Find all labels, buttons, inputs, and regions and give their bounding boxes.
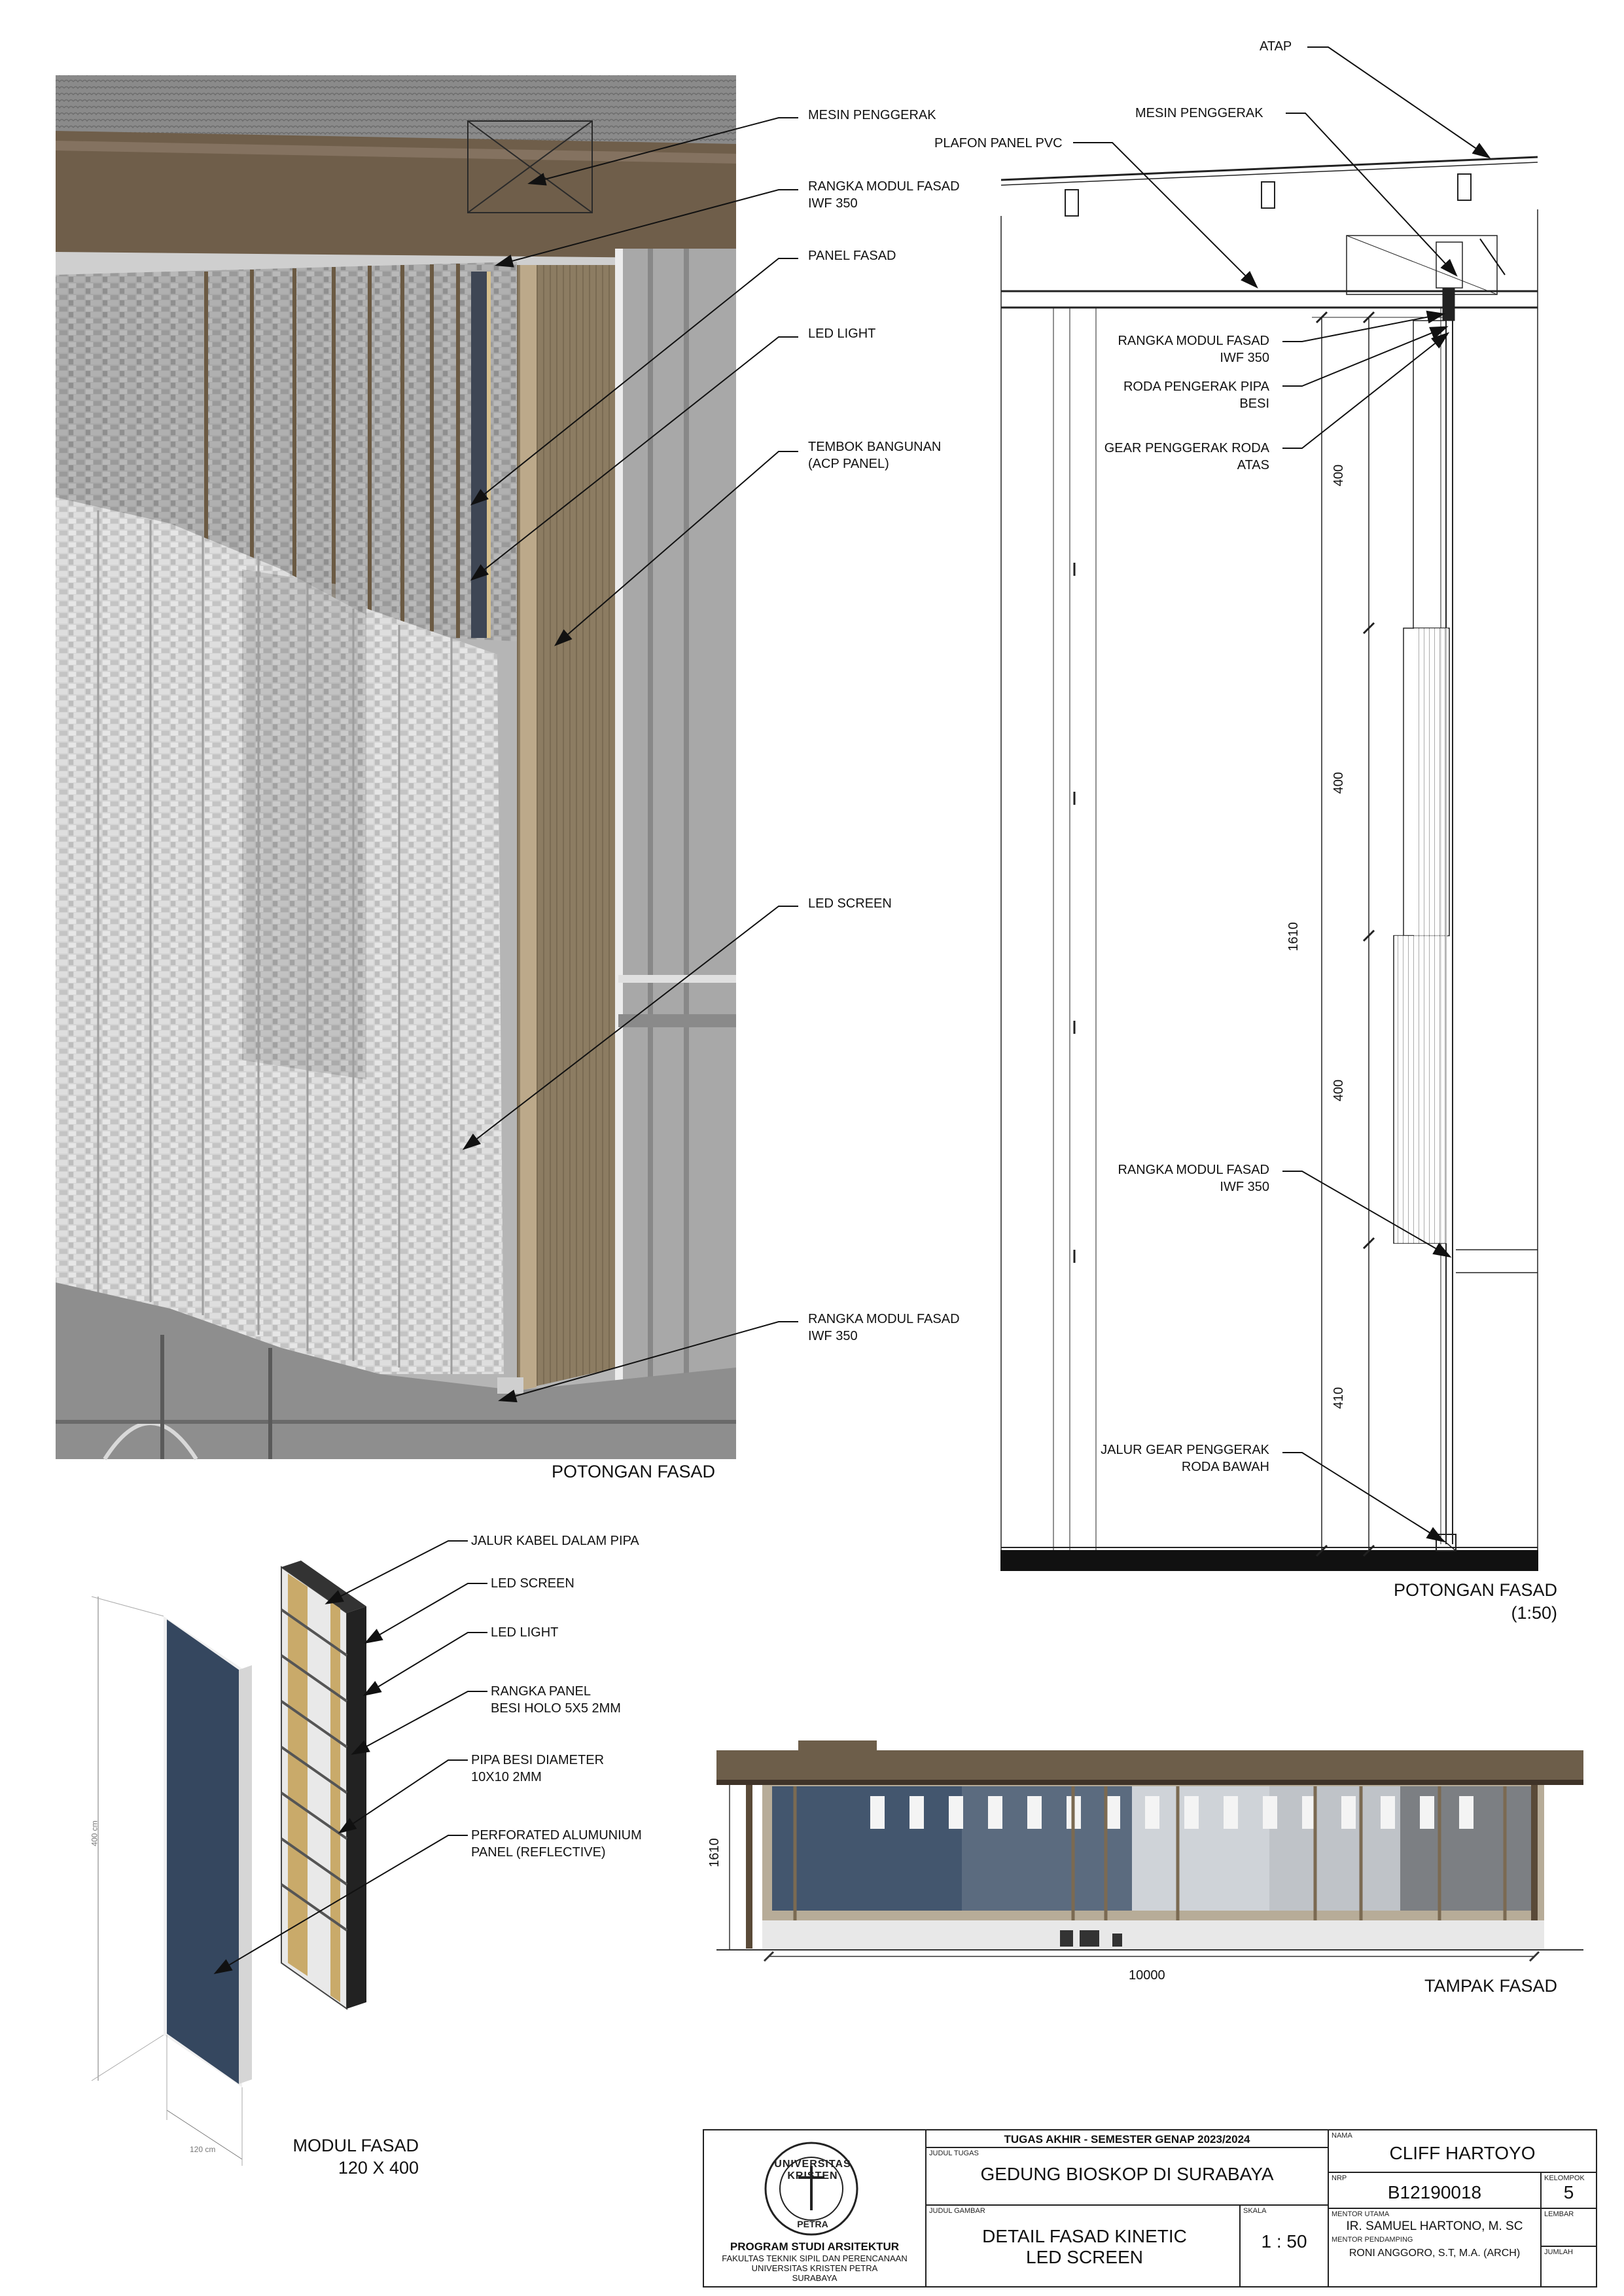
caption-potongan-fasad-2d: POTONGAN FASAD bbox=[1393, 1580, 1557, 1600]
tb-nrp: B12190018 bbox=[1387, 2182, 1482, 2202]
dim-tampak-height: 1610 bbox=[707, 1838, 722, 1867]
dim-module-width: 120 cm bbox=[190, 2145, 216, 2154]
label-jalur-kabel: JALUR KABEL DALAM PIPA bbox=[471, 1534, 639, 1548]
dim-module-height: 400 cm bbox=[90, 1820, 99, 1846]
label-mesin-penggerak-3d: MESIN PENGGERAK bbox=[808, 108, 936, 122]
tb-judul-gambar-label: JUDUL GAMBAR bbox=[929, 2207, 985, 2215]
tb-nama: CLIFF HARTOYO bbox=[1389, 2143, 1536, 2163]
label-perforated-panel: PERFORATED ALUMUNIUM PANEL (REFLECTIVE) bbox=[471, 1828, 642, 1860]
caption-potongan-fasad-3d: POTONGAN FASAD bbox=[552, 1462, 716, 1481]
dim-410: 410 bbox=[1332, 1386, 1347, 1409]
facade-2d-section bbox=[1001, 157, 1538, 1570]
caption-modul-fasad: MODUL FASAD 120 X 400 bbox=[292, 2136, 419, 2178]
tb-faculty: FAKULTAS TEKNIK SIPIL DAN PERENCANAAN UNIVERSITAS KRISTEN PETRA SURABAYA bbox=[722, 2253, 908, 2283]
tb-judul-tugas-label: JUDUL TUGAS bbox=[929, 2149, 979, 2157]
dim-400-c: 400 bbox=[1332, 1079, 1347, 1102]
dim-total-1610: 1610 bbox=[1286, 922, 1301, 951]
tb-skala-label: SKALA bbox=[1243, 2207, 1267, 2215]
caption-scale-note: (1:50) bbox=[1511, 1603, 1557, 1623]
label-rangka-modul-mid-2d: RANGKA MODUL FASAD IWF 350 bbox=[1118, 1163, 1269, 1194]
label-jalur-gear-bawah: JALUR GEAR PENGGERAK RODA BAWAH bbox=[1101, 1443, 1269, 1474]
tb-mentor-utama-label: MENTOR UTAMA bbox=[1332, 2210, 1390, 2218]
dim-400-a: 400 bbox=[1332, 464, 1347, 487]
label-led-screen-modul: LED SCREEN bbox=[491, 1576, 574, 1591]
caption-tampak-fasad: TAMPAK FASAD bbox=[1424, 1976, 1557, 1996]
elevation-drawing bbox=[716, 1740, 1583, 1961]
tb-tugas: TUGAS AKHIR - SEMESTER GENAP 2023/2024 bbox=[1004, 2133, 1250, 2146]
seal-text-bottom: PETRA bbox=[797, 2219, 828, 2229]
tb-institution: PROGRAM STUDI ARSITEKTUR bbox=[730, 2240, 900, 2253]
tb-mentor-pendamping-label: MENTOR PENDAMPING bbox=[1332, 2236, 1413, 2244]
label-plafon-panel: PLAFON PANEL PVC bbox=[934, 136, 1063, 150]
tb-mentor-pendamping: RONI ANGGORO, S.T, M.A. (ARCH) bbox=[1349, 2248, 1521, 2259]
facade-3d-render bbox=[56, 75, 736, 1459]
label-rangka-modul-bottom-3d: RANGKA MODUL FASAD IWF 350 bbox=[808, 1312, 960, 1343]
label-roda-pengerak: RODA PENGERAK PIPA BESI bbox=[1123, 380, 1269, 411]
label-led-screen-3d: LED SCREEN bbox=[808, 896, 892, 911]
tb-mentor-utama: IR. SAMUEL HARTONO, M. SC bbox=[1346, 2219, 1523, 2233]
tb-nama-label: NAMA bbox=[1332, 2132, 1352, 2140]
tb-kelompok-label: KELOMPOK bbox=[1544, 2174, 1585, 2182]
dim-400-b: 400 bbox=[1332, 771, 1347, 794]
label-gear-atas: GEAR PENGGERAK RODA ATAS bbox=[1104, 441, 1269, 472]
label-rangka-modul-top-2d: RANGKA MODUL FASAD IWF 350 bbox=[1118, 334, 1269, 365]
tb-lembar-label: LEMBAR bbox=[1544, 2210, 1574, 2218]
tb-judul-tugas: GEDUNG BIOSKOP DI SURABAYA bbox=[980, 2164, 1274, 2184]
label-pipa-besi: PIPA BESI DIAMETER 10X10 2MM bbox=[471, 1753, 605, 1784]
dim-tampak-width: 10000 bbox=[1129, 1968, 1165, 1983]
module-drawing bbox=[92, 1561, 366, 2166]
label-rangka-panel: RANGKA PANEL BESI HOLO 5X5 2MM bbox=[491, 1684, 621, 1716]
seal-text: UNIVERSITAS KRISTEN bbox=[774, 2159, 851, 2181]
tb-nrp-label: NRP bbox=[1332, 2174, 1347, 2182]
label-mesin-penggerak-2d: MESIN PENGGERAK bbox=[1135, 106, 1263, 120]
label-atap: ATAP bbox=[1260, 39, 1292, 54]
label-panel-fasad-3d: PANEL FASAD bbox=[808, 249, 896, 263]
label-led-light-3d: LED LIGHT bbox=[808, 327, 876, 341]
tb-jumlah-label: JUMLAH bbox=[1544, 2248, 1574, 2256]
label-rangka-modul-top-3d: RANGKA MODUL FASAD IWF 350 bbox=[808, 179, 960, 211]
label-led-light-modul: LED LIGHT bbox=[491, 1625, 559, 1640]
label-tembok-bangunan-3d: TEMBOK BANGUNAN (ACP PANEL) bbox=[808, 440, 942, 471]
tb-kelompok: 5 bbox=[1563, 2182, 1574, 2202]
tb-skala: 1 : 50 bbox=[1261, 2231, 1307, 2252]
tb-judul-gambar: DETAIL FASAD KINETIC LED SCREEN bbox=[982, 2226, 1187, 2267]
